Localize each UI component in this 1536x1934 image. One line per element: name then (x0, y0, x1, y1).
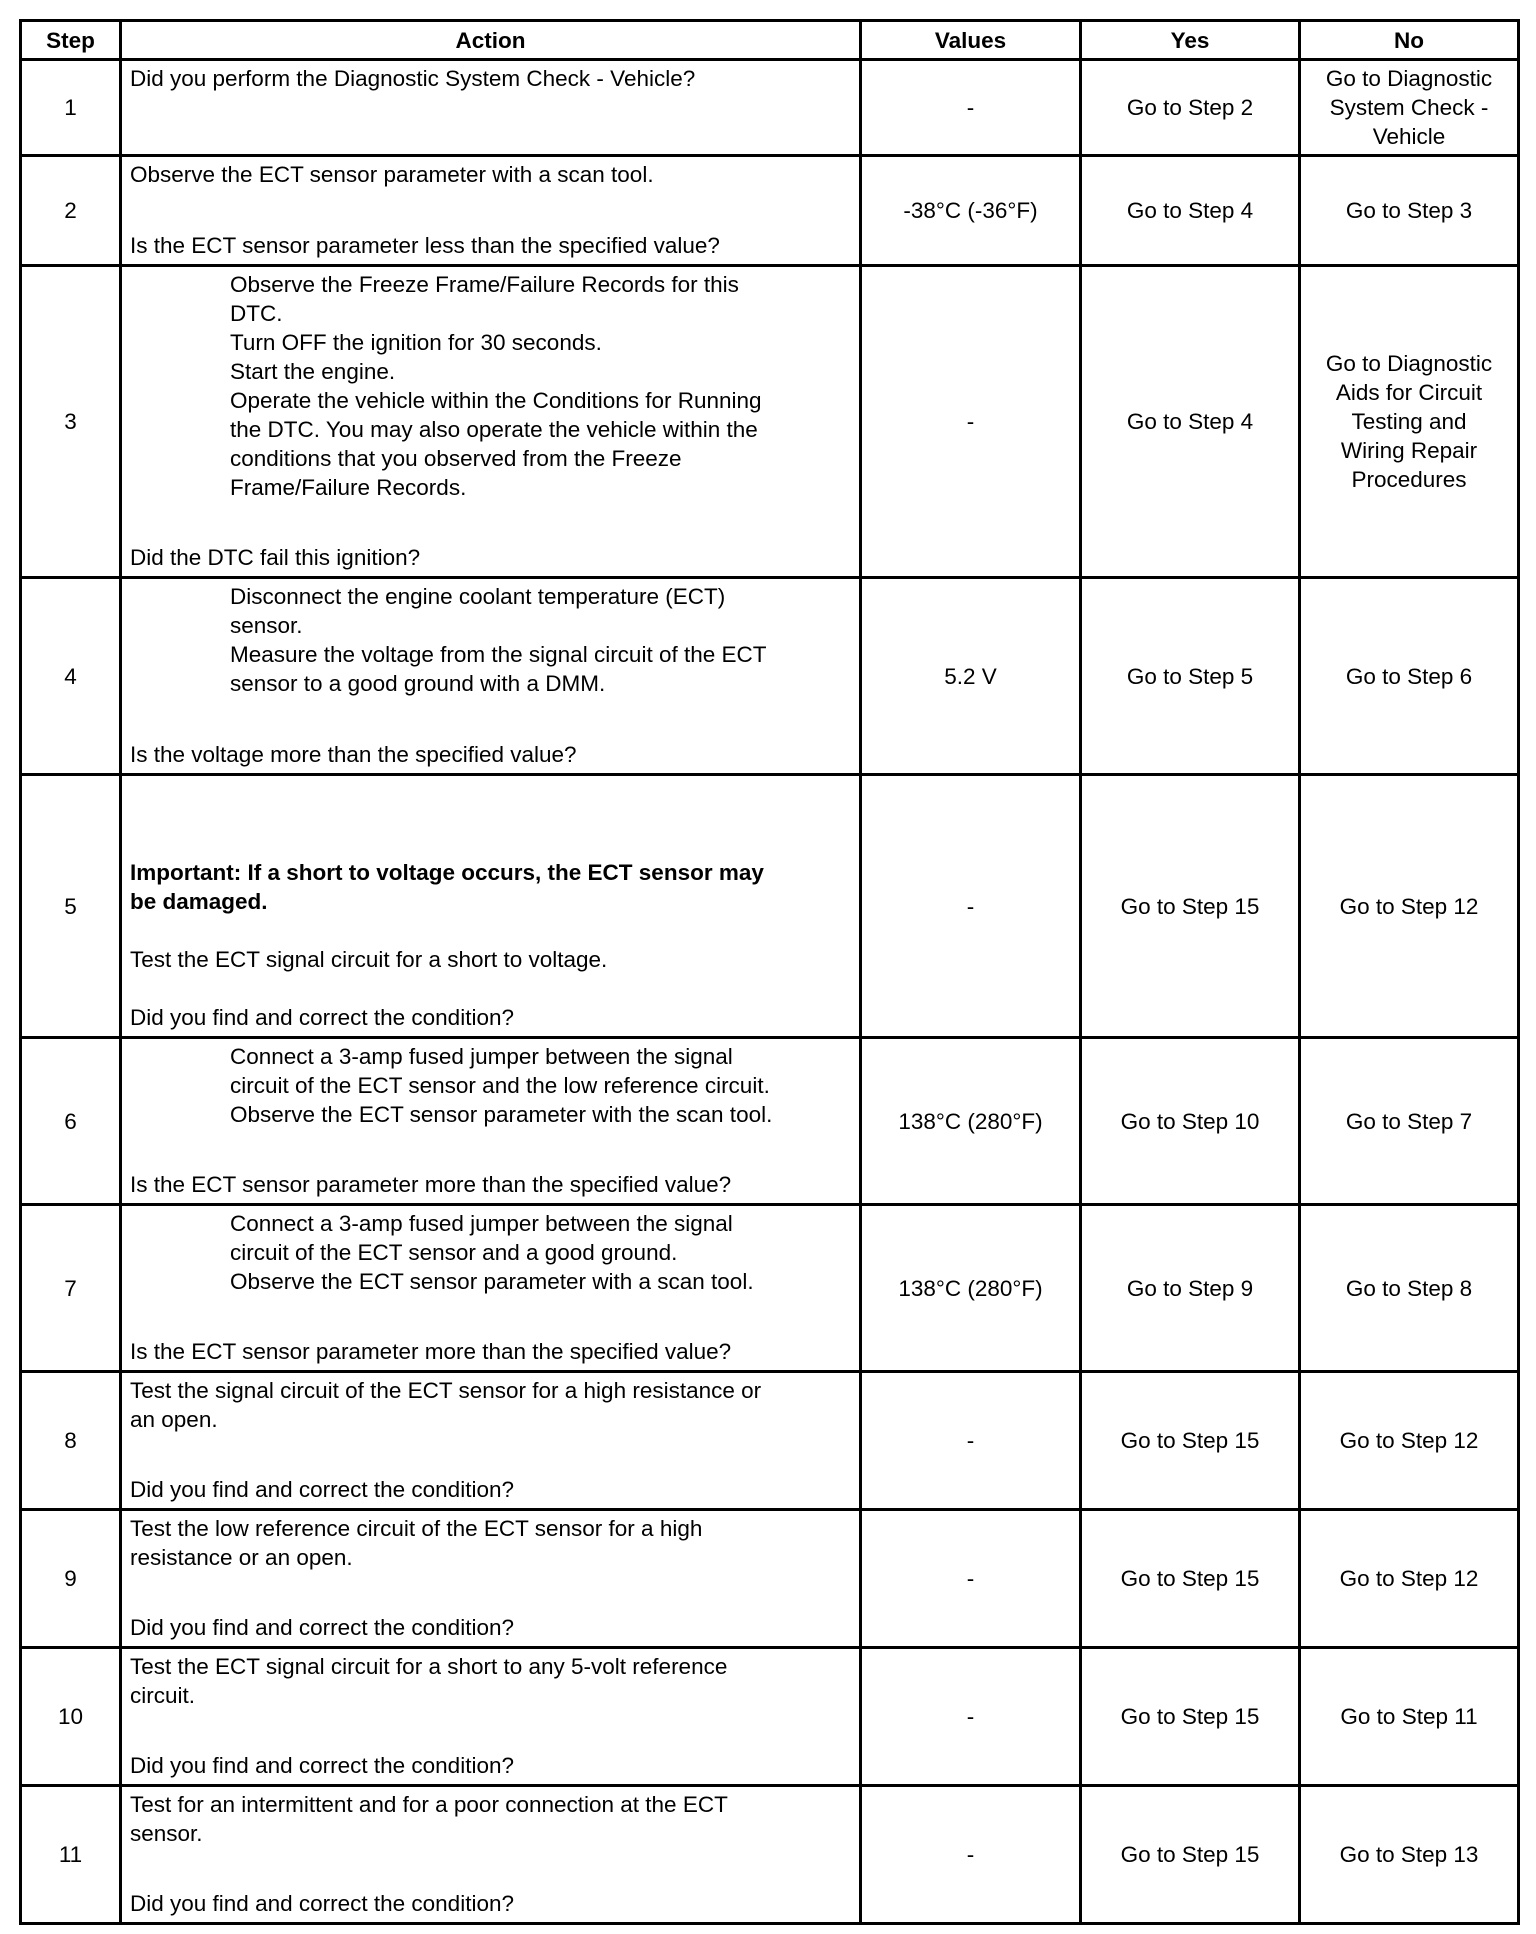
table-row (21, 266, 1519, 578)
no-line: Go to Diagnostic (1325, 351, 1493, 376)
header-values: Values (861, 21, 1081, 60)
step-number: 11 (21, 1786, 121, 1924)
no-line: System Check - (1329, 95, 1489, 120)
values-cell: - (861, 60, 1081, 156)
yes-cell: Go to Step 5 (1081, 578, 1300, 775)
values-cell: - (861, 1510, 1081, 1648)
values-cell: - (861, 775, 1081, 1038)
no-cell (1300, 266, 1519, 578)
header-no: No (1300, 21, 1519, 60)
action-line: Frame/Failure Records. (230, 475, 467, 500)
step-number: 5 (21, 775, 121, 1038)
action-line: Did you perform the Diagnostic System Check - Vehicle? (130, 66, 696, 91)
no-cell: Go to Step 12 (1300, 1510, 1519, 1648)
yes-cell: Go to Step 15 (1081, 1786, 1300, 1924)
action-cell (121, 578, 861, 775)
yes-cell: Go to Step 15 (1081, 1648, 1300, 1786)
table-row (21, 578, 1519, 775)
action-cell (121, 156, 861, 266)
no-cell: Go to Step 7 (1300, 1038, 1519, 1205)
action-line: sensor. (230, 613, 303, 638)
no-cell: Go to Step 6 (1300, 578, 1519, 775)
no-cell: Go to Step 13 (1300, 1786, 1519, 1924)
action-question: Did you find and correct the condition? (130, 1753, 514, 1778)
step-number: 1 (21, 60, 121, 156)
action-question: Did you find and correct the condition? (130, 1891, 514, 1916)
action-line: Observe the ECT sensor parameter with a scan tool. (130, 162, 654, 187)
action-line: sensor to a good ground with a DMM. (230, 671, 606, 696)
step-number: 4 (21, 578, 121, 775)
action-line: an open. (130, 1407, 218, 1432)
no-cell: Go to Step 12 (1300, 1372, 1519, 1510)
no-cell: Go to Step 8 (1300, 1205, 1519, 1372)
action-line: circuit of the ECT sensor and a good ground. (230, 1240, 678, 1265)
action-line: resistance or an open. (130, 1545, 353, 1570)
no-line: Aids for Circuit (1335, 380, 1483, 405)
action-cell (121, 1205, 861, 1372)
action-line: Test for an intermittent and for a poor connection at the ECT (130, 1792, 728, 1817)
action-line: conditions that you observed from the Freeze (230, 446, 682, 471)
table-row (21, 1786, 1519, 1924)
action-line: Observe the ECT sensor parameter with the scan tool. (230, 1102, 773, 1127)
action-cell (121, 775, 861, 1038)
action-question: Did you find and correct the condition? (130, 1005, 514, 1030)
yes-cell: Go to Step 9 (1081, 1205, 1300, 1372)
values-cell: - (861, 1648, 1081, 1786)
action-line: Test the ECT signal circuit for a short to any 5-volt reference (130, 1654, 728, 1679)
action-question: Did you find and correct the condition? (130, 1615, 514, 1640)
action-line: sensor. (130, 1821, 203, 1846)
action-line: circuit. (130, 1683, 196, 1708)
step-number: 6 (21, 1038, 121, 1205)
values-cell: - (861, 266, 1081, 578)
action-cell (121, 1648, 861, 1786)
action-question: Did the DTC fail this ignition? (130, 545, 421, 570)
action-cell (121, 1786, 861, 1924)
values-cell: - (861, 1786, 1081, 1924)
action-question: Is the voltage more than the specified value? (130, 742, 577, 767)
action-cell (121, 266, 861, 578)
action-line: Test the ECT signal circuit for a short to voltage. (130, 947, 608, 972)
values-cell: -38°C (-36°F) (861, 156, 1081, 266)
action-line: Connect a 3-amp fused jumper between the signal (230, 1044, 733, 1069)
table-row (21, 1510, 1519, 1648)
action-line: Observe the Freeze Frame/Failure Records for this (230, 272, 739, 297)
yes-cell: Go to Step 2 (1081, 60, 1300, 156)
action-line: Measure the voltage from the signal circuit of the ECT (230, 642, 767, 667)
action-line: Test the low reference circuit of the ECT sensor for a high (130, 1516, 703, 1541)
action-question: Did you find and correct the condition? (130, 1477, 514, 1502)
action-line: the DTC. You may also operate the vehicle within the (230, 417, 758, 442)
action-cell (121, 1510, 861, 1648)
no-cell: Go to Step 3 (1300, 156, 1519, 266)
important-note: Important: If a short to voltage occurs, the ECT sensor may (130, 860, 764, 885)
table-row (21, 1648, 1519, 1786)
step-number: 10 (21, 1648, 121, 1786)
action-line: Connect a 3-amp fused jumper between the signal (230, 1211, 733, 1236)
table-row (21, 1038, 1519, 1205)
yes-cell: Go to Step 4 (1081, 156, 1300, 266)
action-cell (121, 1038, 861, 1205)
no-line: Vehicle (1372, 124, 1446, 149)
action-line: DTC. (230, 301, 283, 326)
header-step: Step (21, 21, 121, 60)
values-cell: 138°C (280°F) (861, 1205, 1081, 1372)
yes-cell: Go to Step 4 (1081, 266, 1300, 578)
no-cell: Go to Step 11 (1300, 1648, 1519, 1786)
action-cell (121, 60, 861, 156)
action-question: Is the ECT sensor parameter more than the specified value? (130, 1172, 732, 1197)
yes-cell: Go to Step 15 (1081, 1372, 1300, 1510)
action-line: Start the engine. (230, 359, 396, 384)
table-row (21, 775, 1519, 1038)
yes-cell: Go to Step 15 (1081, 1510, 1300, 1648)
important-note: be damaged. (130, 889, 268, 914)
action-cell (121, 1372, 861, 1510)
action-line: Observe the ECT sensor parameter with a scan tool. (230, 1269, 754, 1294)
step-number: 2 (21, 156, 121, 266)
values-cell: - (861, 1372, 1081, 1510)
header-action: Action (121, 21, 861, 60)
step-number: 9 (21, 1510, 121, 1648)
step-number: 7 (21, 1205, 121, 1372)
yes-cell: Go to Step 10 (1081, 1038, 1300, 1205)
action-line: circuit of the ECT sensor and the low reference circuit. (230, 1073, 770, 1098)
action-question: Is the ECT sensor parameter more than the specified value? (130, 1339, 732, 1364)
no-cell (1300, 60, 1519, 156)
step-number: 8 (21, 1372, 121, 1510)
table-row (21, 60, 1519, 156)
yes-cell: Go to Step 15 (1081, 775, 1300, 1038)
values-cell: 5.2 V (861, 578, 1081, 775)
diagnostic-table (19, 19, 1520, 1925)
header-yes: Yes (1081, 21, 1300, 60)
table-row (21, 156, 1519, 266)
table-row (21, 1372, 1519, 1510)
no-line: Wiring Repair (1340, 438, 1478, 463)
action-line: Test the signal circuit of the ECT sensor for a high resistance or (130, 1378, 762, 1403)
values-cell: 138°C (280°F) (861, 1038, 1081, 1205)
table-row (21, 1205, 1519, 1372)
step-number: 3 (21, 266, 121, 578)
no-line: Procedures (1351, 467, 1467, 492)
header-row (21, 21, 1519, 60)
action-question: Is the ECT sensor parameter less than the specified value? (130, 233, 720, 258)
no-cell: Go to Step 12 (1300, 775, 1519, 1038)
no-line: Go to Diagnostic (1325, 66, 1493, 91)
no-line: Testing and (1351, 409, 1467, 434)
action-line: Operate the vehicle within the Conditions for Running (230, 388, 762, 413)
action-line: Turn OFF the ignition for 30 seconds. (230, 330, 602, 355)
action-line: Disconnect the engine coolant temperature (ECT) (230, 584, 726, 609)
